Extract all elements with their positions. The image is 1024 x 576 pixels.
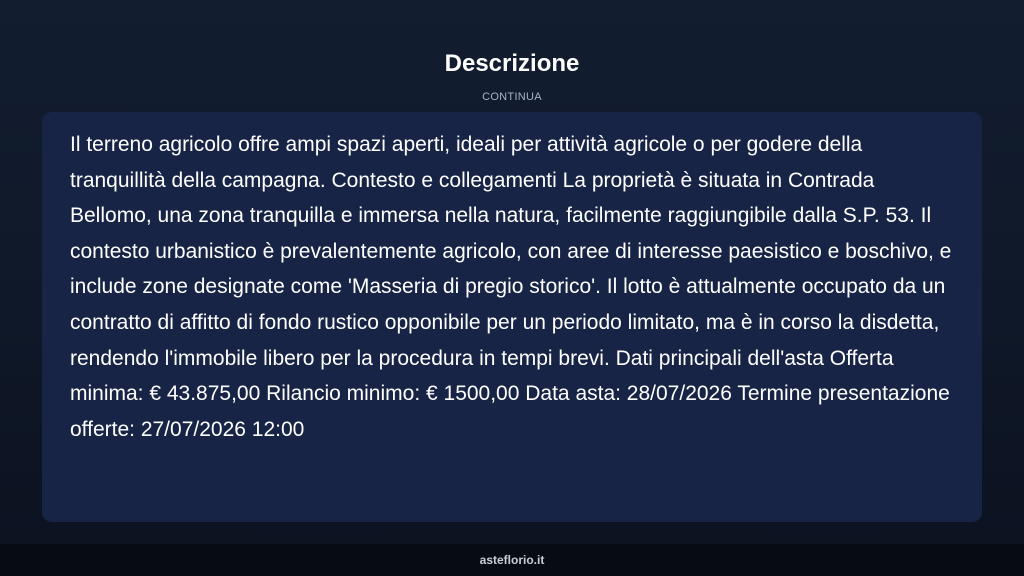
page-title: Descrizione [444,50,580,77]
footer-site-name: asteflorio.it [479,553,545,567]
description-text: Il terreno agricolo offre ampi spazi aperti, ideali per attività agricole o per godere della tranquillità della campagna. Contesto e collegamenti La proprietà è situata in Contrada Bellomo, una zona tranquilla e immersa nella natura, facilmente raggiungibile dalla S.P. 53. Il contesto urbanistico è prevalentemente agricolo, con aree di interesse paesistico e boschivo, e include zone designate come 'Masseria di pregio storico'. Il lotto è attualmente occupato da un contratto di affitto di fondo rustico opponibile per un periodo limitato, ma è in corso la disdetta, rendendo l'immobile libero per la procedura in tempi brevi. Dati principali dell'asta Offerta minima: € 43.875,00 Rilancio minimo: € 1500,00 Data asta: 28/07/2026 Termine presentazione offerte: 27/07/2026 12:00 [70,133,952,441]
continue-label: CONTINUA [482,91,542,103]
description-card [42,112,982,522]
